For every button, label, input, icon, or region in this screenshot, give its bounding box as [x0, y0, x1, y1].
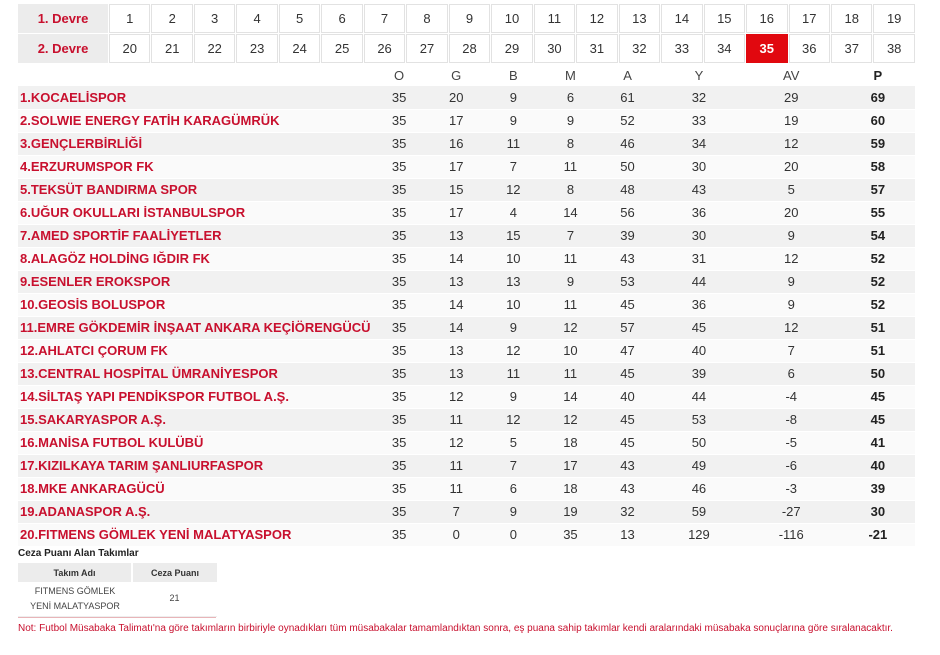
stat-cell: 9	[742, 293, 841, 316]
second-half-label: 2. Devre	[18, 34, 108, 63]
week-2-button[interactable]: 2	[151, 4, 192, 33]
team-name-link[interactable]: 8.ALAGÖZ HOLDİNG IĞDIR FK	[18, 247, 371, 270]
table-row	[18, 431, 915, 454]
header-m: M	[542, 64, 599, 86]
table-row	[18, 86, 915, 109]
header-g: G	[428, 64, 485, 86]
stat-cell: 10	[485, 247, 542, 270]
stat-cell: 35	[371, 270, 428, 293]
stat-cell: 61	[599, 86, 656, 109]
week-35-button[interactable]: 35	[746, 34, 787, 63]
points-cell: 52	[841, 270, 915, 293]
stat-cell: 16	[428, 132, 485, 155]
stat-cell: 6	[742, 362, 841, 385]
week-19-button[interactable]: 19	[873, 4, 914, 33]
penalty-table	[18, 563, 217, 617]
standings-header	[18, 64, 915, 86]
stat-cell: 20	[428, 86, 485, 109]
team-name-link[interactable]: 11.EMRE GÖKDEMİR İNŞAAT ANKARA KEÇİÖRENGÜCÜ	[18, 316, 371, 339]
penalty-col-points: Ceza Puanı	[132, 563, 217, 582]
stat-cell: 14	[428, 293, 485, 316]
stat-cell: 35	[371, 339, 428, 362]
table-row	[18, 293, 915, 316]
stat-cell: -27	[742, 500, 841, 523]
week-38-button[interactable]: 38	[873, 34, 914, 63]
first-half-label: 1. Devre	[18, 4, 108, 33]
stat-cell: 35	[371, 155, 428, 178]
stat-cell: 9	[485, 500, 542, 523]
points-cell: 45	[841, 385, 915, 408]
stat-cell: 14	[428, 247, 485, 270]
stat-cell: 15	[485, 224, 542, 247]
header-team	[18, 64, 371, 86]
week-3-button[interactable]: 3	[194, 4, 235, 33]
table-row	[18, 201, 915, 224]
stat-cell: 35	[371, 454, 428, 477]
stat-cell: 11	[485, 362, 542, 385]
stat-cell: 18	[542, 431, 599, 454]
week-31-button[interactable]: 31	[576, 34, 617, 63]
week-15-button[interactable]: 15	[704, 4, 745, 33]
stat-cell: 39	[599, 224, 656, 247]
divider	[18, 617, 216, 618]
penalty-title: Ceza Puanı Alan Takımlar	[18, 548, 139, 559]
stat-cell: 12	[742, 132, 841, 155]
team-name-link[interactable]: 10.GEOSİS BOLUSPOR	[18, 293, 371, 316]
points-cell: 59	[841, 132, 915, 155]
stat-cell: 10	[542, 339, 599, 362]
week-13-button[interactable]: 13	[619, 4, 660, 33]
stat-cell: 35	[542, 523, 599, 546]
stat-cell: 18	[542, 477, 599, 500]
stat-cell: 50	[599, 155, 656, 178]
stat-cell: 12	[428, 385, 485, 408]
stat-cell: 14	[542, 385, 599, 408]
week-1-button[interactable]: 1	[109, 4, 150, 33]
team-name-link[interactable]: 14.SİLTAŞ YAPI PENDİKSPOR FUTBOL A.Ş.	[18, 385, 371, 408]
stat-cell: 35	[371, 247, 428, 270]
stat-cell: -6	[742, 454, 841, 477]
week-34-button[interactable]: 34	[704, 34, 745, 63]
stat-cell: 48	[599, 178, 656, 201]
stat-cell: 49	[656, 454, 742, 477]
team-name-link[interactable]: 3.GENÇLERBİRLİĞİ	[18, 132, 371, 155]
table-row	[18, 362, 915, 385]
stat-cell: 45	[599, 431, 656, 454]
stat-cell: 4	[485, 201, 542, 224]
stat-cell: 8	[542, 178, 599, 201]
week-4-button[interactable]: 4	[236, 4, 277, 33]
stat-cell: 40	[599, 385, 656, 408]
stat-cell: 33	[656, 109, 742, 132]
table-row	[18, 316, 915, 339]
stat-cell: -5	[742, 431, 841, 454]
table-row	[18, 155, 915, 178]
stat-cell: 7	[485, 155, 542, 178]
stat-cell: 11	[542, 293, 599, 316]
stat-cell: 8	[542, 132, 599, 155]
points-cell: 60	[841, 109, 915, 132]
stat-cell: 35	[371, 86, 428, 109]
stat-cell: 36	[656, 201, 742, 224]
team-name-link[interactable]: 19.ADANASPOR A.Ş.	[18, 500, 371, 523]
stat-cell: 17	[428, 109, 485, 132]
second-half-weeks	[109, 34, 915, 63]
standings-body	[18, 86, 915, 546]
week-29-button[interactable]: 29	[491, 34, 532, 63]
stat-cell: 6	[485, 477, 542, 500]
week-7-button[interactable]: 7	[364, 4, 405, 33]
points-cell: 52	[841, 247, 915, 270]
points-cell: 30	[841, 500, 915, 523]
stat-cell: 5	[485, 431, 542, 454]
stat-cell: 47	[599, 339, 656, 362]
stat-cell: 45	[599, 362, 656, 385]
team-name-link[interactable]: 9.ESENLER EROKSPOR	[18, 270, 371, 293]
week-23-button[interactable]: 23	[236, 34, 277, 63]
week-37-button[interactable]: 37	[831, 34, 872, 63]
note-text: Not: Futbol Müsabaka Talimatı'na göre takımların birbiriyle oynadıkları tüm müsabakalar tamamlandıktan sonra, eş puana sahip takımlar kendi aralarındaki müsabaka sonuçlarına göre sıralanacaktır.	[18, 623, 893, 634]
stat-cell: 40	[656, 339, 742, 362]
points-cell: 50	[841, 362, 915, 385]
week-16-button[interactable]: 16	[746, 4, 787, 33]
stat-cell: 35	[371, 500, 428, 523]
points-cell: 55	[841, 201, 915, 224]
stat-cell: 9	[542, 109, 599, 132]
stat-cell: 17	[542, 454, 599, 477]
stat-cell: 5	[742, 178, 841, 201]
team-name-link[interactable]: 12.AHLATCI ÇORUM FK	[18, 339, 371, 362]
stat-cell: 44	[656, 270, 742, 293]
table-row	[18, 132, 915, 155]
points-cell: -21	[841, 523, 915, 546]
stat-cell: 20	[742, 201, 841, 224]
week-14-button[interactable]: 14	[661, 4, 702, 33]
week-26-button[interactable]: 26	[364, 34, 405, 63]
points-cell: 40	[841, 454, 915, 477]
penalty-team: FITMENS GÖMLEK YENİ MALATYASPOR	[18, 582, 132, 616]
table-row	[18, 454, 915, 477]
team-name-link[interactable]: 5.TEKSÜT BANDIRMA SPOR	[18, 178, 371, 201]
table-row	[18, 109, 915, 132]
week-36-button[interactable]: 36	[789, 34, 830, 63]
stat-cell: 35	[371, 362, 428, 385]
week-24-button[interactable]: 24	[279, 34, 320, 63]
points-cell: 51	[841, 316, 915, 339]
stat-cell: 15	[428, 178, 485, 201]
team-name-link[interactable]: 13.CENTRAL HOSPİTAL ÜMRANİYESPOR	[18, 362, 371, 385]
stat-cell: 20	[742, 155, 841, 178]
team-name-link[interactable]: 20.FITMENS GÖMLEK YENİ MALATYASPOR	[18, 523, 371, 546]
header-o: O	[371, 64, 428, 86]
week-11-button[interactable]: 11	[534, 4, 575, 33]
stat-cell: 0	[485, 523, 542, 546]
first-half-row	[18, 4, 915, 33]
stat-cell: 9	[485, 86, 542, 109]
stat-cell: 30	[656, 224, 742, 247]
stat-cell: -8	[742, 408, 841, 431]
points-cell: 52	[841, 293, 915, 316]
stat-cell: 13	[428, 270, 485, 293]
stat-cell: 31	[656, 247, 742, 270]
week-selector	[18, 4, 915, 64]
stat-cell: 43	[656, 178, 742, 201]
stat-cell: 12	[742, 316, 841, 339]
stat-cell: 7	[485, 454, 542, 477]
week-20-button[interactable]: 20	[109, 34, 150, 63]
first-half-weeks	[109, 4, 915, 33]
week-28-button[interactable]: 28	[449, 34, 490, 63]
team-name-link[interactable]: 6.UĞUR OKULLARI İSTANBULSPOR	[18, 201, 371, 224]
stat-cell: 34	[656, 132, 742, 155]
stat-cell: 32	[599, 500, 656, 523]
stat-cell: 14	[428, 316, 485, 339]
stat-cell: 7	[542, 224, 599, 247]
points-cell: 69	[841, 86, 915, 109]
stat-cell: 9	[485, 385, 542, 408]
week-10-button[interactable]: 10	[491, 4, 532, 33]
stat-cell: 7	[742, 339, 841, 362]
week-21-button[interactable]: 21	[151, 34, 192, 63]
table-row	[18, 408, 915, 431]
team-name-link[interactable]: 2.SOLWIE ENERGY FATİH KARAGÜMRÜK	[18, 109, 371, 132]
week-5-button[interactable]: 5	[279, 4, 320, 33]
points-cell: 51	[841, 339, 915, 362]
stat-cell: 50	[656, 431, 742, 454]
header-av: AV	[742, 64, 841, 86]
stat-cell: 12	[485, 408, 542, 431]
stat-cell: 46	[656, 477, 742, 500]
table-row	[18, 477, 915, 500]
week-18-button[interactable]: 18	[831, 4, 872, 33]
second-half-row	[18, 34, 915, 63]
stat-cell: 35	[371, 408, 428, 431]
stat-cell: 43	[599, 454, 656, 477]
stat-cell: 13	[428, 362, 485, 385]
stat-cell: 35	[371, 385, 428, 408]
table-row	[18, 500, 915, 523]
stat-cell: 129	[656, 523, 742, 546]
week-33-button[interactable]: 33	[661, 34, 702, 63]
stat-cell: 11	[542, 247, 599, 270]
stat-cell: 17	[428, 155, 485, 178]
stat-cell: -3	[742, 477, 841, 500]
week-6-button[interactable]: 6	[321, 4, 362, 33]
stat-cell: 35	[371, 316, 428, 339]
stat-cell: 53	[599, 270, 656, 293]
stat-cell: -116	[742, 523, 841, 546]
stat-cell: 9	[742, 270, 841, 293]
stat-cell: 53	[656, 408, 742, 431]
week-27-button[interactable]: 27	[406, 34, 447, 63]
points-cell: 39	[841, 477, 915, 500]
stat-cell: 11	[485, 132, 542, 155]
stat-cell: 12	[542, 316, 599, 339]
team-name-link[interactable]: 1.KOCAELİSPOR	[18, 86, 371, 109]
points-cell: 41	[841, 431, 915, 454]
week-25-button[interactable]: 25	[321, 34, 362, 63]
stat-cell: 56	[599, 201, 656, 224]
stat-cell: 12	[485, 178, 542, 201]
stat-cell: 43	[599, 247, 656, 270]
penalty-col-team: Takım Adı	[18, 563, 132, 582]
stat-cell: 35	[371, 293, 428, 316]
stat-cell: 30	[656, 155, 742, 178]
stat-cell: 35	[371, 109, 428, 132]
stat-cell: 52	[599, 109, 656, 132]
stat-cell: 45	[599, 408, 656, 431]
stat-cell: 36	[656, 293, 742, 316]
stat-cell: 29	[742, 86, 841, 109]
stat-cell: 11	[542, 362, 599, 385]
stat-cell: 35	[371, 431, 428, 454]
stat-cell: 13	[485, 270, 542, 293]
points-cell: 58	[841, 155, 915, 178]
stat-cell: 9	[742, 224, 841, 247]
week-30-button[interactable]: 30	[534, 34, 575, 63]
stat-cell: 9	[485, 316, 542, 339]
stat-cell: 11	[428, 408, 485, 431]
stat-cell: -4	[742, 385, 841, 408]
stat-cell: 35	[371, 178, 428, 201]
table-row	[18, 224, 915, 247]
stat-cell: 14	[542, 201, 599, 224]
team-name-link[interactable]: 15.SAKARYASPOR A.Ş.	[18, 408, 371, 431]
stat-cell: 0	[428, 523, 485, 546]
stat-cell: 12	[428, 431, 485, 454]
header-b: B	[485, 64, 542, 86]
points-cell: 45	[841, 408, 915, 431]
week-12-button[interactable]: 12	[576, 4, 617, 33]
stat-cell: 13	[428, 224, 485, 247]
header-y: Y	[656, 64, 742, 86]
header-p: P	[841, 64, 915, 86]
week-32-button[interactable]: 32	[619, 34, 660, 63]
stat-cell: 12	[742, 247, 841, 270]
stat-cell: 44	[656, 385, 742, 408]
stat-cell: 45	[599, 293, 656, 316]
penalty-row	[18, 582, 217, 616]
stat-cell: 11	[428, 454, 485, 477]
team-name-link[interactable]: 7.AMED SPORTİF FAALİYETLER	[18, 224, 371, 247]
stat-cell: 35	[371, 523, 428, 546]
stat-cell: 57	[599, 316, 656, 339]
stat-cell: 11	[428, 477, 485, 500]
stat-cell: 43	[599, 477, 656, 500]
stat-cell: 35	[371, 132, 428, 155]
penalty-points: 21	[132, 582, 217, 616]
stat-cell: 6	[542, 86, 599, 109]
stat-cell: 11	[542, 155, 599, 178]
team-name-link[interactable]: 17.KIZILKAYA TARIM ŞANLIURFASPOR	[18, 454, 371, 477]
stat-cell: 35	[371, 477, 428, 500]
table-row	[18, 178, 915, 201]
header-a: A	[599, 64, 656, 86]
stat-cell: 19	[542, 500, 599, 523]
stat-cell: 35	[371, 224, 428, 247]
stat-cell: 9	[542, 270, 599, 293]
stat-cell: 17	[428, 201, 485, 224]
stat-cell: 46	[599, 132, 656, 155]
table-row	[18, 270, 915, 293]
stat-cell: 12	[542, 408, 599, 431]
week-22-button[interactable]: 22	[194, 34, 235, 63]
team-name-link[interactable]: 18.MKE ANKARAGÜCÜ	[18, 477, 371, 500]
stat-cell: 45	[656, 316, 742, 339]
week-8-button[interactable]: 8	[406, 4, 447, 33]
team-name-link[interactable]: 4.ERZURUMSPOR FK	[18, 155, 371, 178]
stat-cell: 10	[485, 293, 542, 316]
team-name-link[interactable]: 16.MANİSA FUTBOL KULÜBÜ	[18, 431, 371, 454]
table-row	[18, 339, 915, 362]
standings-table	[18, 64, 915, 547]
stat-cell: 19	[742, 109, 841, 132]
stat-cell: 35	[371, 201, 428, 224]
week-9-button[interactable]: 9	[449, 4, 490, 33]
table-row	[18, 385, 915, 408]
stat-cell: 59	[656, 500, 742, 523]
week-17-button[interactable]: 17	[789, 4, 830, 33]
stat-cell: 32	[656, 86, 742, 109]
stat-cell: 9	[485, 109, 542, 132]
stat-cell: 13	[428, 339, 485, 362]
table-row	[18, 247, 915, 270]
stat-cell: 13	[599, 523, 656, 546]
points-cell: 57	[841, 178, 915, 201]
stat-cell: 39	[656, 362, 742, 385]
table-row	[18, 523, 915, 546]
points-cell: 54	[841, 224, 915, 247]
stat-cell: 12	[485, 339, 542, 362]
stat-cell: 7	[428, 500, 485, 523]
